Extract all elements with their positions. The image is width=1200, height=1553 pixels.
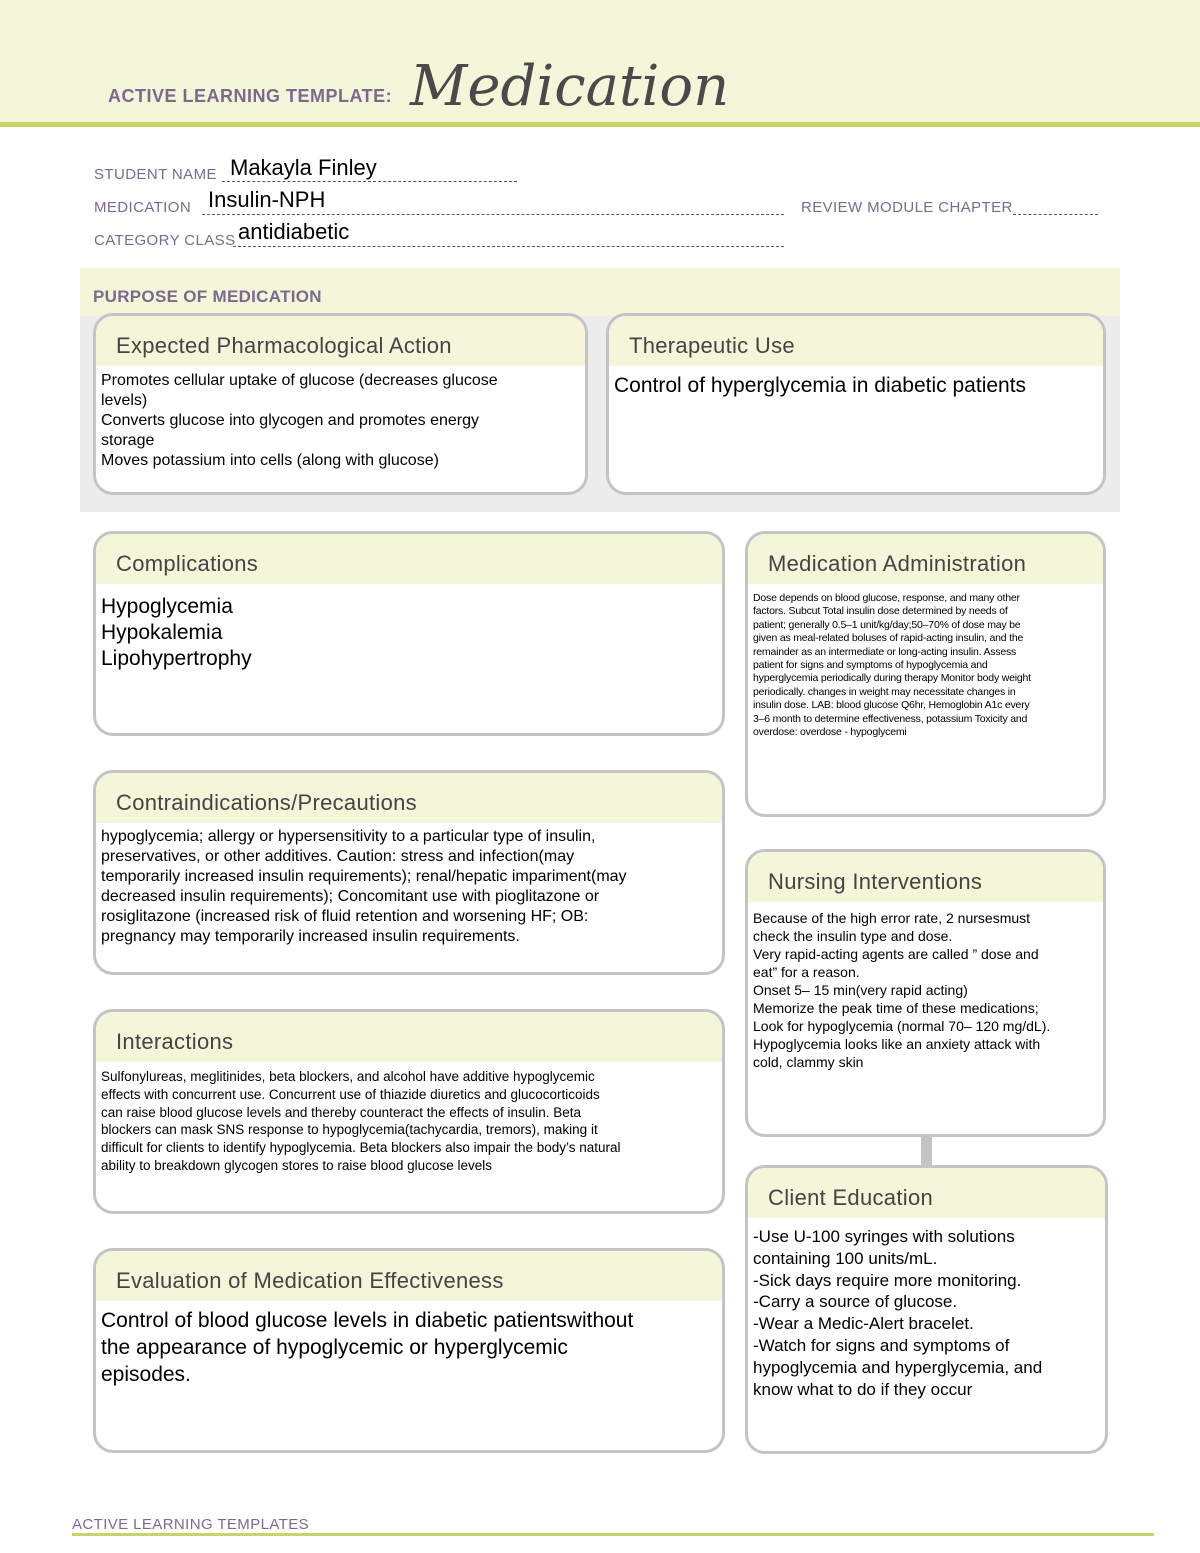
text-line: Very rapid-acting agents are called ” dose and <box>753 946 1039 962</box>
text-line: know what to do if they occur <box>753 1379 973 1399</box>
evaluation-body <box>101 1307 714 1388</box>
text-line: patient; generally 0.5–1 unit/kg/day;50–70% of dose may be <box>753 618 1021 631</box>
medication-label: MEDICATION <box>94 199 192 216</box>
text-line: Because of the high error rate, 2 nursesmust <box>753 910 1031 926</box>
card-title: Expected Pharmacological Action <box>116 333 452 358</box>
text-line: Sulfonylureas, meglitinides, beta blockers, and alcohol have additive hypoglycemic <box>101 1069 595 1084</box>
text-line: Hypoglycemia looks like an anxiety attack with <box>753 1036 1041 1052</box>
card-title: Client Education <box>768 1185 934 1210</box>
text-line: pregnancy may temporarily increased insulin requirements. <box>101 928 520 945</box>
section-connector <box>921 1134 932 1166</box>
text-line: Control of hyperglycemia in diabetic patients <box>614 374 1027 397</box>
text-line: factors. Subcut Total insulin dose determined by needs of <box>753 605 1008 618</box>
medication-underline <box>202 214 784 215</box>
nursing-interventions-body <box>753 909 1095 1071</box>
complications-body <box>101 594 714 672</box>
text-line: insulin dose. LAB: blood glucose Q6hr, Hemoglobin A1c every <box>753 699 1030 712</box>
purpose-title: PURPOSE OF MEDICATION <box>93 287 322 306</box>
complications-card <box>93 531 725 736</box>
expected-action-body <box>101 371 577 471</box>
text-line: patient for signs and symptoms of hypoglycemia and <box>753 659 988 672</box>
text-line: ability to breakdown glycogen stores to raise blood glucose levels <box>101 1157 492 1173</box>
text-line: eat” for a reason. <box>753 964 860 980</box>
text-line: blockers can mask SNS response to hypoglycemia(tachycardia, tremors), making it <box>101 1122 598 1138</box>
contraindications-card <box>93 770 725 975</box>
text-line: storage <box>101 432 155 449</box>
text-line: Look for hypoglycemia (normal 70– 120 mg/dL). <box>753 1018 1051 1034</box>
text-line: episodes. <box>101 1363 191 1386</box>
card-title: Contraindications/Precautions <box>116 790 417 815</box>
medication-value: Insulin-NPH <box>208 187 326 212</box>
text-line: cold, clammy skin <box>753 1054 864 1070</box>
student-name-value: Makayla Finley <box>230 155 377 180</box>
category-class-value: antidiabetic <box>238 219 350 244</box>
text-line: Converts glucose into glycogen and promotes energy <box>101 412 479 429</box>
text-line: difficult for clients to identify hypoglycemia. Beta blockers also impair the body’s natural <box>101 1140 621 1156</box>
nursing-interventions-card <box>745 849 1106 1137</box>
administration-body <box>753 592 1095 739</box>
text-line: -Sick days require more monitoring. <box>753 1270 1022 1290</box>
text-line: the appearance of hypoglycemic or hyperglycemic <box>101 1336 568 1359</box>
template-label: ACTIVE LEARNING TEMPLATE: <box>108 86 393 106</box>
text-line: Memorize the peak time of these medications; <box>753 1000 1039 1016</box>
interactions-body <box>101 1068 714 1175</box>
text-line: can raise blood glucose levels and thereby counteract the effects of insulin. Beta <box>101 1104 582 1120</box>
text-line: Hypokalemia <box>101 621 223 644</box>
text-line: 3–6 month to determine effectiveness, potassium Toxicity and <box>753 712 1028 725</box>
administration-card <box>745 531 1106 817</box>
category-class-underline <box>233 246 784 247</box>
contraindications-body <box>101 827 714 947</box>
therapeutic-use-card <box>606 313 1106 495</box>
page-title: Medication <box>410 54 730 119</box>
text-line: temporarily increased insulin requirements); renal/hepatic impariment(may <box>101 868 627 885</box>
card-title: Complications <box>116 551 259 576</box>
text-line: check the insulin type and dose. <box>753 928 953 944</box>
text-line: Hypoglycemia <box>101 595 233 618</box>
text-line: hyperglycemia periodically during therapy Monitor body weight <box>753 672 1031 685</box>
expected-action-card <box>93 313 588 495</box>
text-line: Moves potassium into cells (along with glucose) <box>101 452 439 469</box>
evaluation-card <box>93 1248 725 1453</box>
student-name-underline <box>222 181 517 182</box>
text-line: Onset 5– 15 min(very rapid acting) <box>753 982 968 998</box>
category-class-label: CATEGORY CLASS <box>94 232 236 249</box>
text-line: containing 100 units/mL. <box>753 1248 938 1268</box>
text-line: hypoglycemia and hyperglycemia, and <box>753 1357 1043 1377</box>
review-module-chapter-label: REVIEW MODULE CHAPTER <box>801 199 1013 216</box>
text-line: -Carry a source of glucose. <box>753 1292 958 1312</box>
footer-divider <box>72 1533 1154 1536</box>
client-education-body <box>753 1226 1097 1400</box>
text-line: -Use U-100 syringes with solutions <box>753 1227 1015 1246</box>
text-line: remainder as an intermediate or long-acting insulin. Assess <box>753 645 1017 658</box>
text-line: Dose depends on blood glucose, response, and many other <box>753 592 1020 604</box>
text-line: Promotes cellular uptake of glucose (decreases glucose <box>101 372 498 389</box>
text-line: Control of blood glucose levels in diabetic patientswithout <box>101 1309 634 1332</box>
therapeutic-use-body <box>614 373 1095 399</box>
text-line: hypoglycemia; allergy or hypersensitivity to a particular type of insulin, <box>101 828 596 845</box>
header-divider <box>0 122 1200 127</box>
card-title: Therapeutic Use <box>629 333 795 358</box>
card-title: Medication Administration <box>768 551 1027 576</box>
text-line: Lipohypertrophy <box>101 647 252 670</box>
card-title: Interactions <box>116 1029 234 1054</box>
text-line: levels) <box>101 392 148 409</box>
card-title: Evaluation of Medication Effectiveness <box>116 1268 504 1293</box>
card-title: Nursing Interventions <box>768 869 983 894</box>
review-module-chapter-underline <box>1013 214 1098 215</box>
text-line: overdose: overdose - hypoglycemi <box>753 726 907 739</box>
text-line: effects with concurrent use. Concurrent use of thiazide diuretics and glucocorticoids <box>101 1086 600 1102</box>
student-name-label: STUDENT NAME <box>94 166 217 183</box>
text-line: decreased insulin requirements); Concomitant use with pioglitazone or <box>101 888 600 905</box>
text-line: rosiglitazone (increased risk of fluid retention and worsening HF; OB: <box>101 908 589 925</box>
text-line: -Wear a Medic-Alert bracelet. <box>753 1314 974 1334</box>
text-line: given as meal-related boluses of rapid-acting insulin, and the <box>753 632 1024 645</box>
text-line: periodically. changes in weight may necessitate changes in <box>753 685 1016 698</box>
client-education-card <box>745 1165 1108 1454</box>
interactions-card <box>93 1009 725 1214</box>
text-line: preservatives, or other additives. Caution: stress and infection(may <box>101 848 575 865</box>
footer-label: ACTIVE LEARNING TEMPLATES <box>72 1516 309 1533</box>
text-line: -Watch for signs and symptoms of <box>753 1335 1010 1355</box>
